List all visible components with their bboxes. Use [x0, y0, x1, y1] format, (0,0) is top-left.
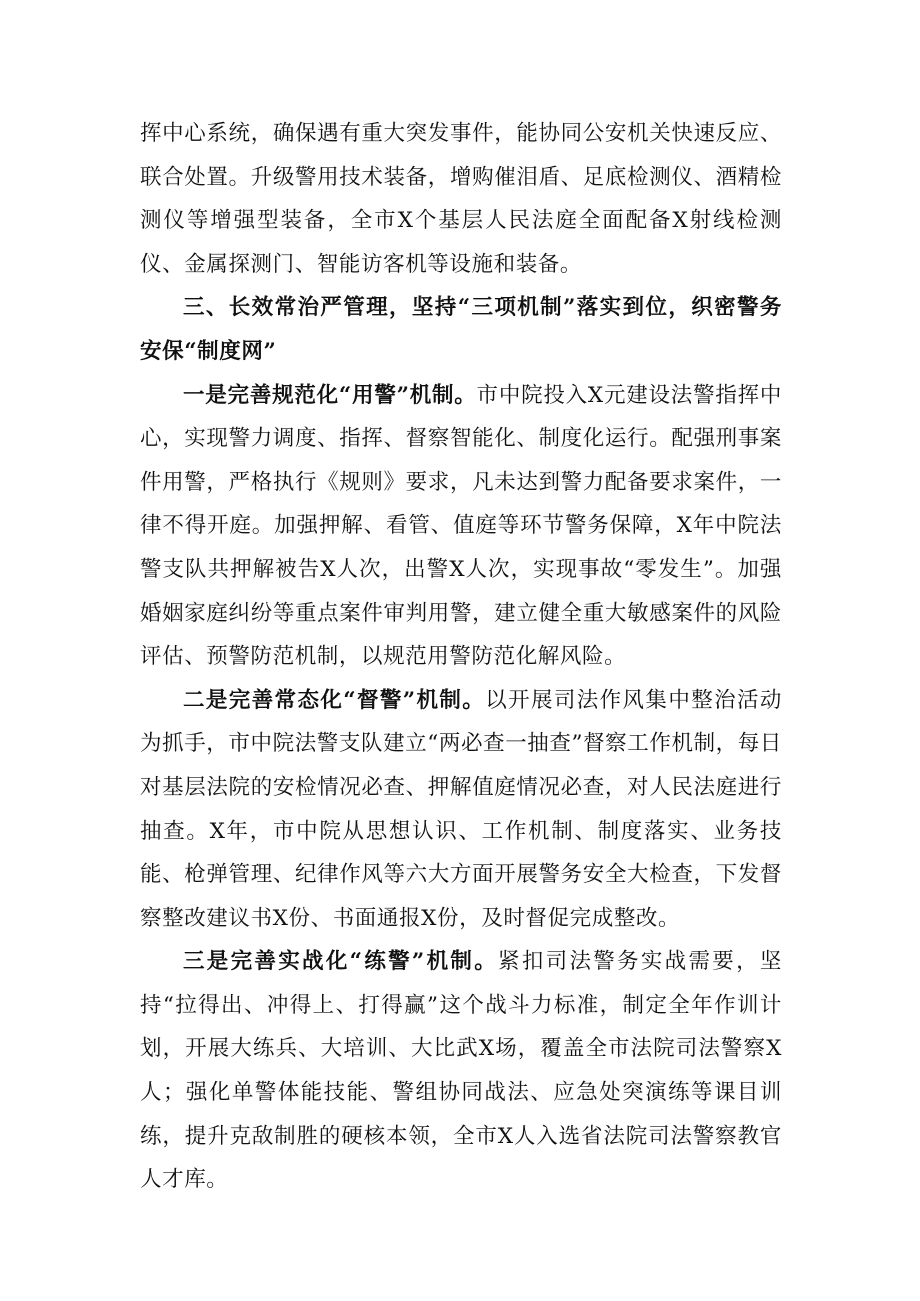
paragraph-item-1 — [140, 374, 782, 679]
item-2-text: 以开展司法作风集中整治活动为抓手，市中院法警支队建立“两必查一抽查”督察工作机制，每日对基层法院的安检情况必查、押解值庭情况必查，对人民法庭进行抽查。X年，市中院从思想认识、工作机制、制度落实、业务技能、枪弹管理、纪律作风等六大方面开展警务安全大检查，下发督察整改建议书X份、书面通报X份，及时督促完成整改。 — [140, 687, 782, 931]
item-1-lead: 一是完善规范化“用警”机制。 — [183, 382, 477, 408]
paragraph-item-3 — [140, 940, 782, 1202]
item-1-text: 市中院投入X元建设法警指挥中心，实现警力调度、指挥、督察智能化、制度化运行。配强刑事案件用警，严格执行《规则》要求，凡未达到警力配备要求案件，一律不得开庭。加强押解、看管、值庭等环节警务保障，X年中院法警支队共押解被告X人次，出警X人次，实现事故“零发生”。加强婚姻家庭纠纷等重点案件审判用警，建立健全重大敏感案件的风险评估、预警防范机制，以规范用警防范化解风险。 — [140, 382, 782, 670]
item-2-lead: 二是完善常态化“督警”机制。 — [183, 687, 486, 713]
item-3-lead: 三是完善实战化“练警”机制。 — [183, 949, 499, 975]
paragraph-item-2 — [140, 679, 782, 941]
item-3-text: 紧扣司法警务实战需要，坚持“拉得出、冲得上、打得赢”这个战斗力标准，制定全年作训计划，开展大练兵、大培训、大比武X场，覆盖全市法院司法警察X人；强化单警体能技能、警组协同战法、应急处突演练等课目训练，提升克敌制胜的硬核本领，全市X人入选省法院司法警察教官人才库。 — [140, 949, 783, 1193]
section-heading-3: 三、长效常治严管理，坚持“三项机制”落实到位，织密警务安保“制度网” — [140, 295, 782, 364]
paragraph-equipment: 挥中心系统，确保遇有重大突发事件，能协同公安机关快速反应、联合处置。升级警用技术装备，增购催泪盾、足底检测仪、酒精检测仪等增强型装备，全市X个基层人民法庭全面配备X射线检测仪、金属探测门、智能访客机等设施和装备。 — [140, 121, 782, 277]
